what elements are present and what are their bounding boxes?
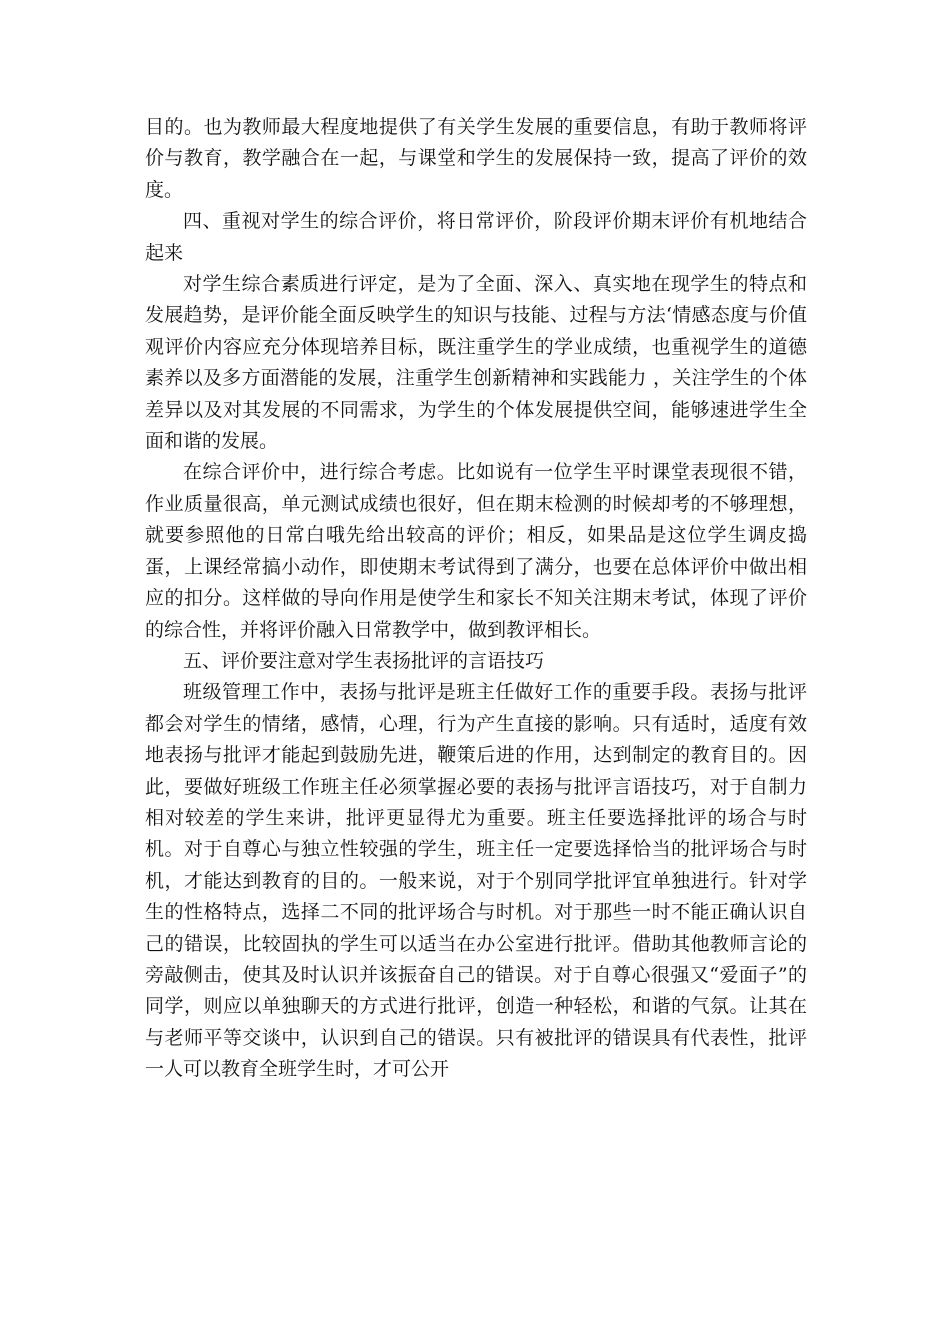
section-heading-four: 四、重视对学生的综合评价，将日常评价，阶段评价期末评价有机地结合起来 [145, 210, 807, 264]
paragraph-continuation: 目的。也为教师最大程度地提供了有关学生发展的重要信息，有助于教师将评价与教育，教学融合在一起，与课堂和学生的发展保持一致，提高了评价的效度。 [145, 116, 807, 201]
paragraph-comprehensive-quality: 对学生综合素质进行评定，是为了全面、深入、真实地在现学生的特点和发展趋势，是评价能全面反映学生的知识与技能、过程与方法‘情感态度与价值观评价内容应充分体现培养目标，既注重学生的学业成绩，也重视学生的道德素养以及多方面潜能的发展，注重学生创新精神和实践能力 ，关注学生的个体差异以及对其发展的不同需求，为学生的个体发展提供空间，能够速进学生全面和谐的发展。 [145, 273, 807, 453]
paragraph-comprehensive-evaluation: 在综合评价中，进行综合考虑。比如说有一位学生平时课堂表现很不错，作业质量很高，单元测试成绩也很好，但在期末检测的时候却考的不够理想，就要参照他的日常白哦先给出较高的评价；相反，如果品是这位学生调皮捣蛋，上课经常搞小动作，即使期末考试得到了满分，也要在总体评价中做出相应的扣分。这样做的导向作用是使学生和家长不知关注期末考试，体现了评价的综合性，并将评价融入日常教学中，做到教评相长。 [145, 461, 807, 641]
section-heading-five: 五、评价要注意对学生表扬批评的言语技巧 [183, 649, 545, 672]
paragraph-praise-criticism: 班级管理工作中，表扬与批评是班主任做好工作的重要手段。表扬与批评都会对学生的情绪，感情，心理，行为产生直接的影响。只有适时，适度有效地表扬与批评才能起到鼓励先进，鞭策后进的作用，达到制定的教育目的。因此，要做好班级工作班主任必须掌握必要的表扬与批评言语技巧，对于自制力相对较差的学生来讲，批评更显得尤为重要。班主任要选择批评的场合与时机。对于自尊心与独立性较强的学生，班主任一定要选择恰当的批评场合与时机，才能达到教育的目的。一般来说，对于个别同学批评宜单独进行。针对学生的性格特点，选择二不同的批评场合与时机。对于那些一时不能正确认识自己的错误，比较固执的学生可以适当在办公室进行批评。借助其他教师言论的旁敲侧击，使其及时认识并该振奋自己的错误。对于自尊心很强又“爱面子”的同学，则应以单独聊天的方式进行批评，创造一种轻松，和谐的气氛。让其在与老师平等交谈中，认识到自己的错误。只有被批评的错误具有代表性，批评一人可以教育全班学生时，才可公开 [145, 681, 807, 1081]
document-body [145, 112, 807, 1086]
